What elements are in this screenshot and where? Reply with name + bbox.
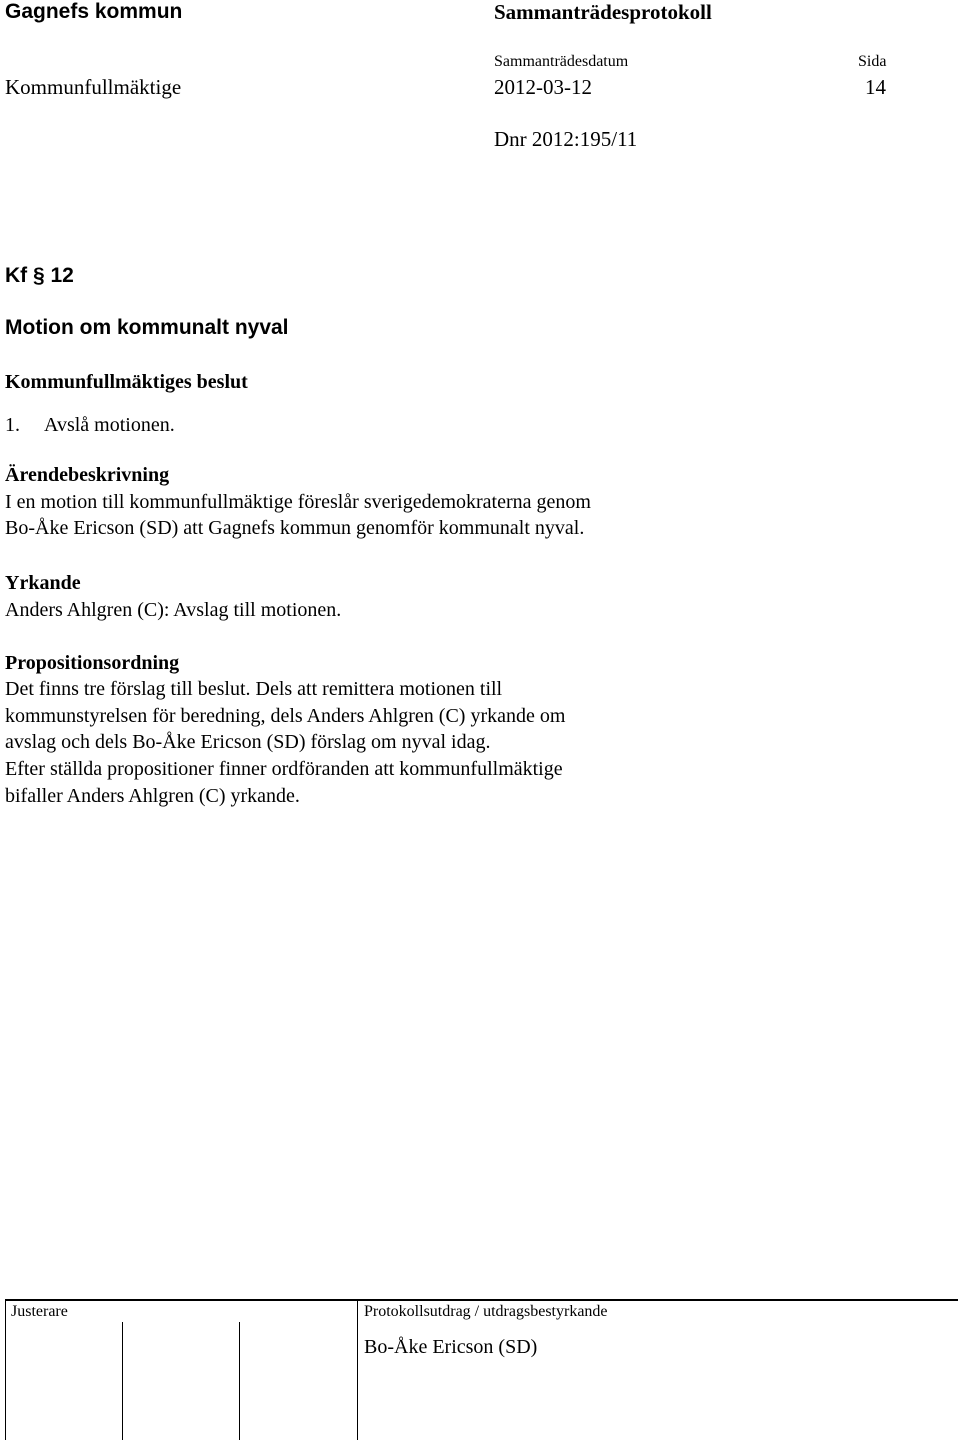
propositions-heading: Propositionsordning [5,652,180,674]
motion-line: Anders Ahlgren (C): Avslag till motionen. [5,599,342,621]
page-number: 14 [865,75,886,99]
extract-label: Protokollsutdrag / utdragsbestyrkande [364,1303,608,1320]
propositions-line: avslag och dels Bo-Åke Ericson (SD) förslag om nyval idag. [5,731,491,753]
document-type: Sammanträdesprotokoll [494,0,712,24]
section-title: Motion om kommunalt nyval [5,316,289,339]
adjuster-label: Justerare [11,1303,68,1320]
case-number: Dnr 2012:195/11 [494,127,638,151]
page-label: Sida [858,53,887,70]
footer-signature-divider [239,1322,240,1440]
org-name: Gagnefs kommun [5,0,183,23]
description-line: Bo-Åke Ericson (SD) att Gagnefs kommun genomför kommunalt nyval. [5,517,585,539]
extract-recipient: Bo-Åke Ericson (SD) [364,1336,538,1358]
motion-heading: Yrkande [5,572,81,594]
description-line: I en motion till kommunfullmäktige föreslår sverigedemokraterna genom [5,491,591,513]
footer-signature-divider [122,1322,123,1440]
description-heading: Ärendebeskrivning [5,464,170,486]
propositions-line: Efter ställda propositioner finner ordföranden att kommunfullmäktige [5,758,563,780]
decision-heading: Kommunfullmäktiges beslut [5,371,248,393]
date-label: Sammanträdesdatum [494,53,629,70]
section-number: Kf § 12 [5,264,74,287]
propositions-line: Det finns tre förslag till beslut. Dels att remittera motionen till [5,678,503,700]
decision-item-text: Avslå motionen. [44,414,175,436]
body-name: Kommunfullmäktige [5,75,182,99]
footer-top-rule [5,1299,958,1301]
propositions-line: bifaller Anders Ahlgren (C) yrkande. [5,785,300,807]
footer-column-divider [357,1299,358,1440]
decision-item-number: 1. [5,414,20,436]
propositions-line: kommunstyrelsen för beredning, dels Anders Ahlgren (C) yrkande om [5,705,566,727]
footer-left-border [5,1299,6,1440]
meeting-date: 2012-03-12 [494,75,592,99]
